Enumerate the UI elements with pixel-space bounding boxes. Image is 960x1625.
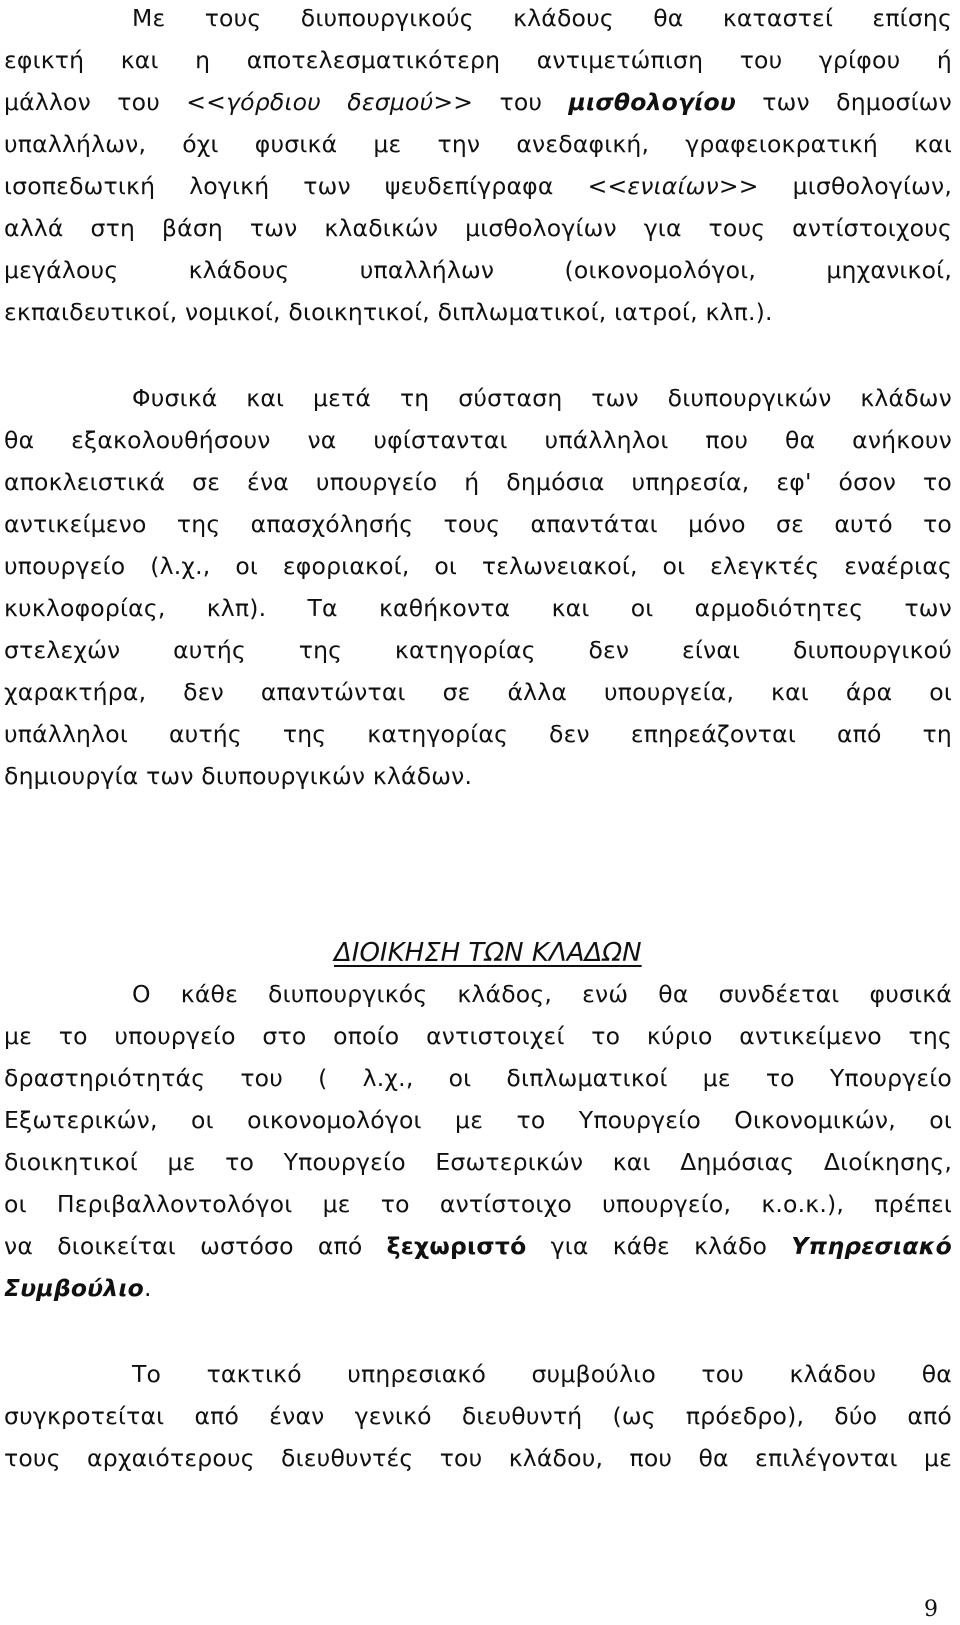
paragraph-2-line: θα εξακολουθήσουν να υφίστανται υπάλληλοι που θα ανήκουν [4, 426, 952, 454]
bold-italic-phrase: μισθολογίου [568, 88, 736, 116]
section-heading: ΔΙΟΙΚΗΣΗ ΤΩΝ ΚΛΑΔΩΝ [334, 938, 642, 968]
paragraph-2-line: αντικείμενο της απασχόλησής τους απαντάται μόνο σε αυτό το [4, 510, 952, 538]
bold-phrase: ξεχωριστό [386, 1232, 527, 1260]
paragraph-1-line: Με τους διυπουργικούς κλάδους θα καταστεί επίσης [132, 4, 952, 32]
text-span: . [144, 1274, 152, 1302]
text-span: να διοικείται ωστόσο από [4, 1232, 387, 1260]
text-span: των δημοσίων [735, 88, 952, 116]
paragraph-1-line: υπαλλήλων, όχι φυσικά με την ανεδαφική, γραφειοκρατική και [4, 130, 952, 158]
paragraph-1-line [4, 170, 952, 202]
bold-italic-phrase: Υπηρεσιακό [791, 1232, 952, 1260]
paragraph-3-line: Εξωτερικών, οι οικονομολόγοι με το Υπουργείο Οικονομικών, οι [4, 1106, 952, 1134]
paragraph-2-line: στελεχών αυτής της κατηγορίας δεν είναι διυπουργικού [4, 636, 952, 664]
paragraph-2-line: υπάλληλοι αυτής της κατηγορίας δεν επηρεάζονται από τη [4, 720, 952, 748]
text-span: μάλλον του << [4, 88, 227, 116]
paragraph-2-line: υπουργείο (λ.χ., οι εφοριακοί, οι τελωνειακοί, οι ελεγκτές εναέριας [4, 552, 952, 580]
text-span: >> του [433, 88, 569, 116]
paragraph-3-line: Ο κάθε διυπουργικός κλάδος, ενώ θα συνδέεται φυσικά [132, 980, 952, 1008]
paragraph-1-line: μεγάλους κλάδους υπαλλήλων (οικονομολόγοι, μηχανικοί, [4, 256, 952, 284]
paragraph-4-line: τους αρχαιότερους διευθυντές του κλάδου, που θα επιλέγονται με [4, 1444, 952, 1472]
paragraph-3-line: δραστηριότητάς του ( λ.χ., οι διπλωματικοί με το Υπουργείο [4, 1064, 952, 1092]
paragraph-1-line: εφικτή και η αποτελεσματικότερη αντιμετώπιση του γρίφου ή [4, 46, 952, 74]
bold-italic-phrase: Συμβούλιο [4, 1274, 145, 1302]
paragraph-2-line: χαρακτήρα, δεν απαντώνται σε άλλα υπουργεία, και άρα οι [4, 678, 952, 706]
paragraph-3-line [4, 1230, 952, 1262]
paragraph-2-line: δημιουργία των διυπουργικών κλάδων. [4, 762, 473, 790]
paragraph-1-line [4, 86, 952, 118]
paragraph-3-line: διοικητικοί με το Υπουργείο Εσωτερικών και Δημόσιας Διοίκησης, [4, 1148, 952, 1176]
paragraph-4-line: Το τακτικό υπηρεσιακό συμβούλιο του κλάδου θα [132, 1360, 952, 1388]
paragraph-3-line: με το υπουργείο στο οποίο αντιστοιχεί το κύριο αντικείμενο της [4, 1022, 952, 1050]
text-span: ισοπεδωτική λογική των ψευδεπίγραφα << [4, 172, 628, 200]
paragraph-3-line: οι Περιβαλλοντολόγοι με το αντίστοιχο υπουργείο, κ.ο.κ.), πρέπει [4, 1190, 952, 1218]
paragraph-1-line: αλλά στη βάση των κλαδικών μισθολογίων για τους αντίστοιχους [4, 214, 952, 242]
paragraph-2-line: κυκλοφορίας, κλπ). Τα καθήκοντα και οι αρμοδιότητες των [4, 594, 952, 622]
paragraph-4-line: συγκροτείται από έναν γενικό διευθυντή (ως πρόεδρο), δύο από [4, 1402, 952, 1430]
italic-phrase: ενιαίων [627, 172, 719, 200]
paragraph-2-line: αποκλειστικά σε ένα υπουργείο ή δημόσια υπηρεσία, εφ' όσον το [4, 468, 952, 496]
page-number: 9 [924, 1597, 938, 1622]
italic-phrase: γόρδιου δεσμού [226, 88, 434, 116]
paragraph-3-line [4, 1272, 952, 1304]
paragraph-1-line: εκπαιδευτικοί, νομικοί, διοικητικοί, διπλωματικοί, ιατροί, κλπ.). [4, 298, 773, 326]
text-span: για κάθε κλάδο [526, 1232, 792, 1260]
paragraph-2-line: Φυσικά και μετά τη σύσταση των διυπουργικών κλάδων [132, 384, 952, 412]
text-span: >> μισθολογίων, [718, 172, 953, 200]
